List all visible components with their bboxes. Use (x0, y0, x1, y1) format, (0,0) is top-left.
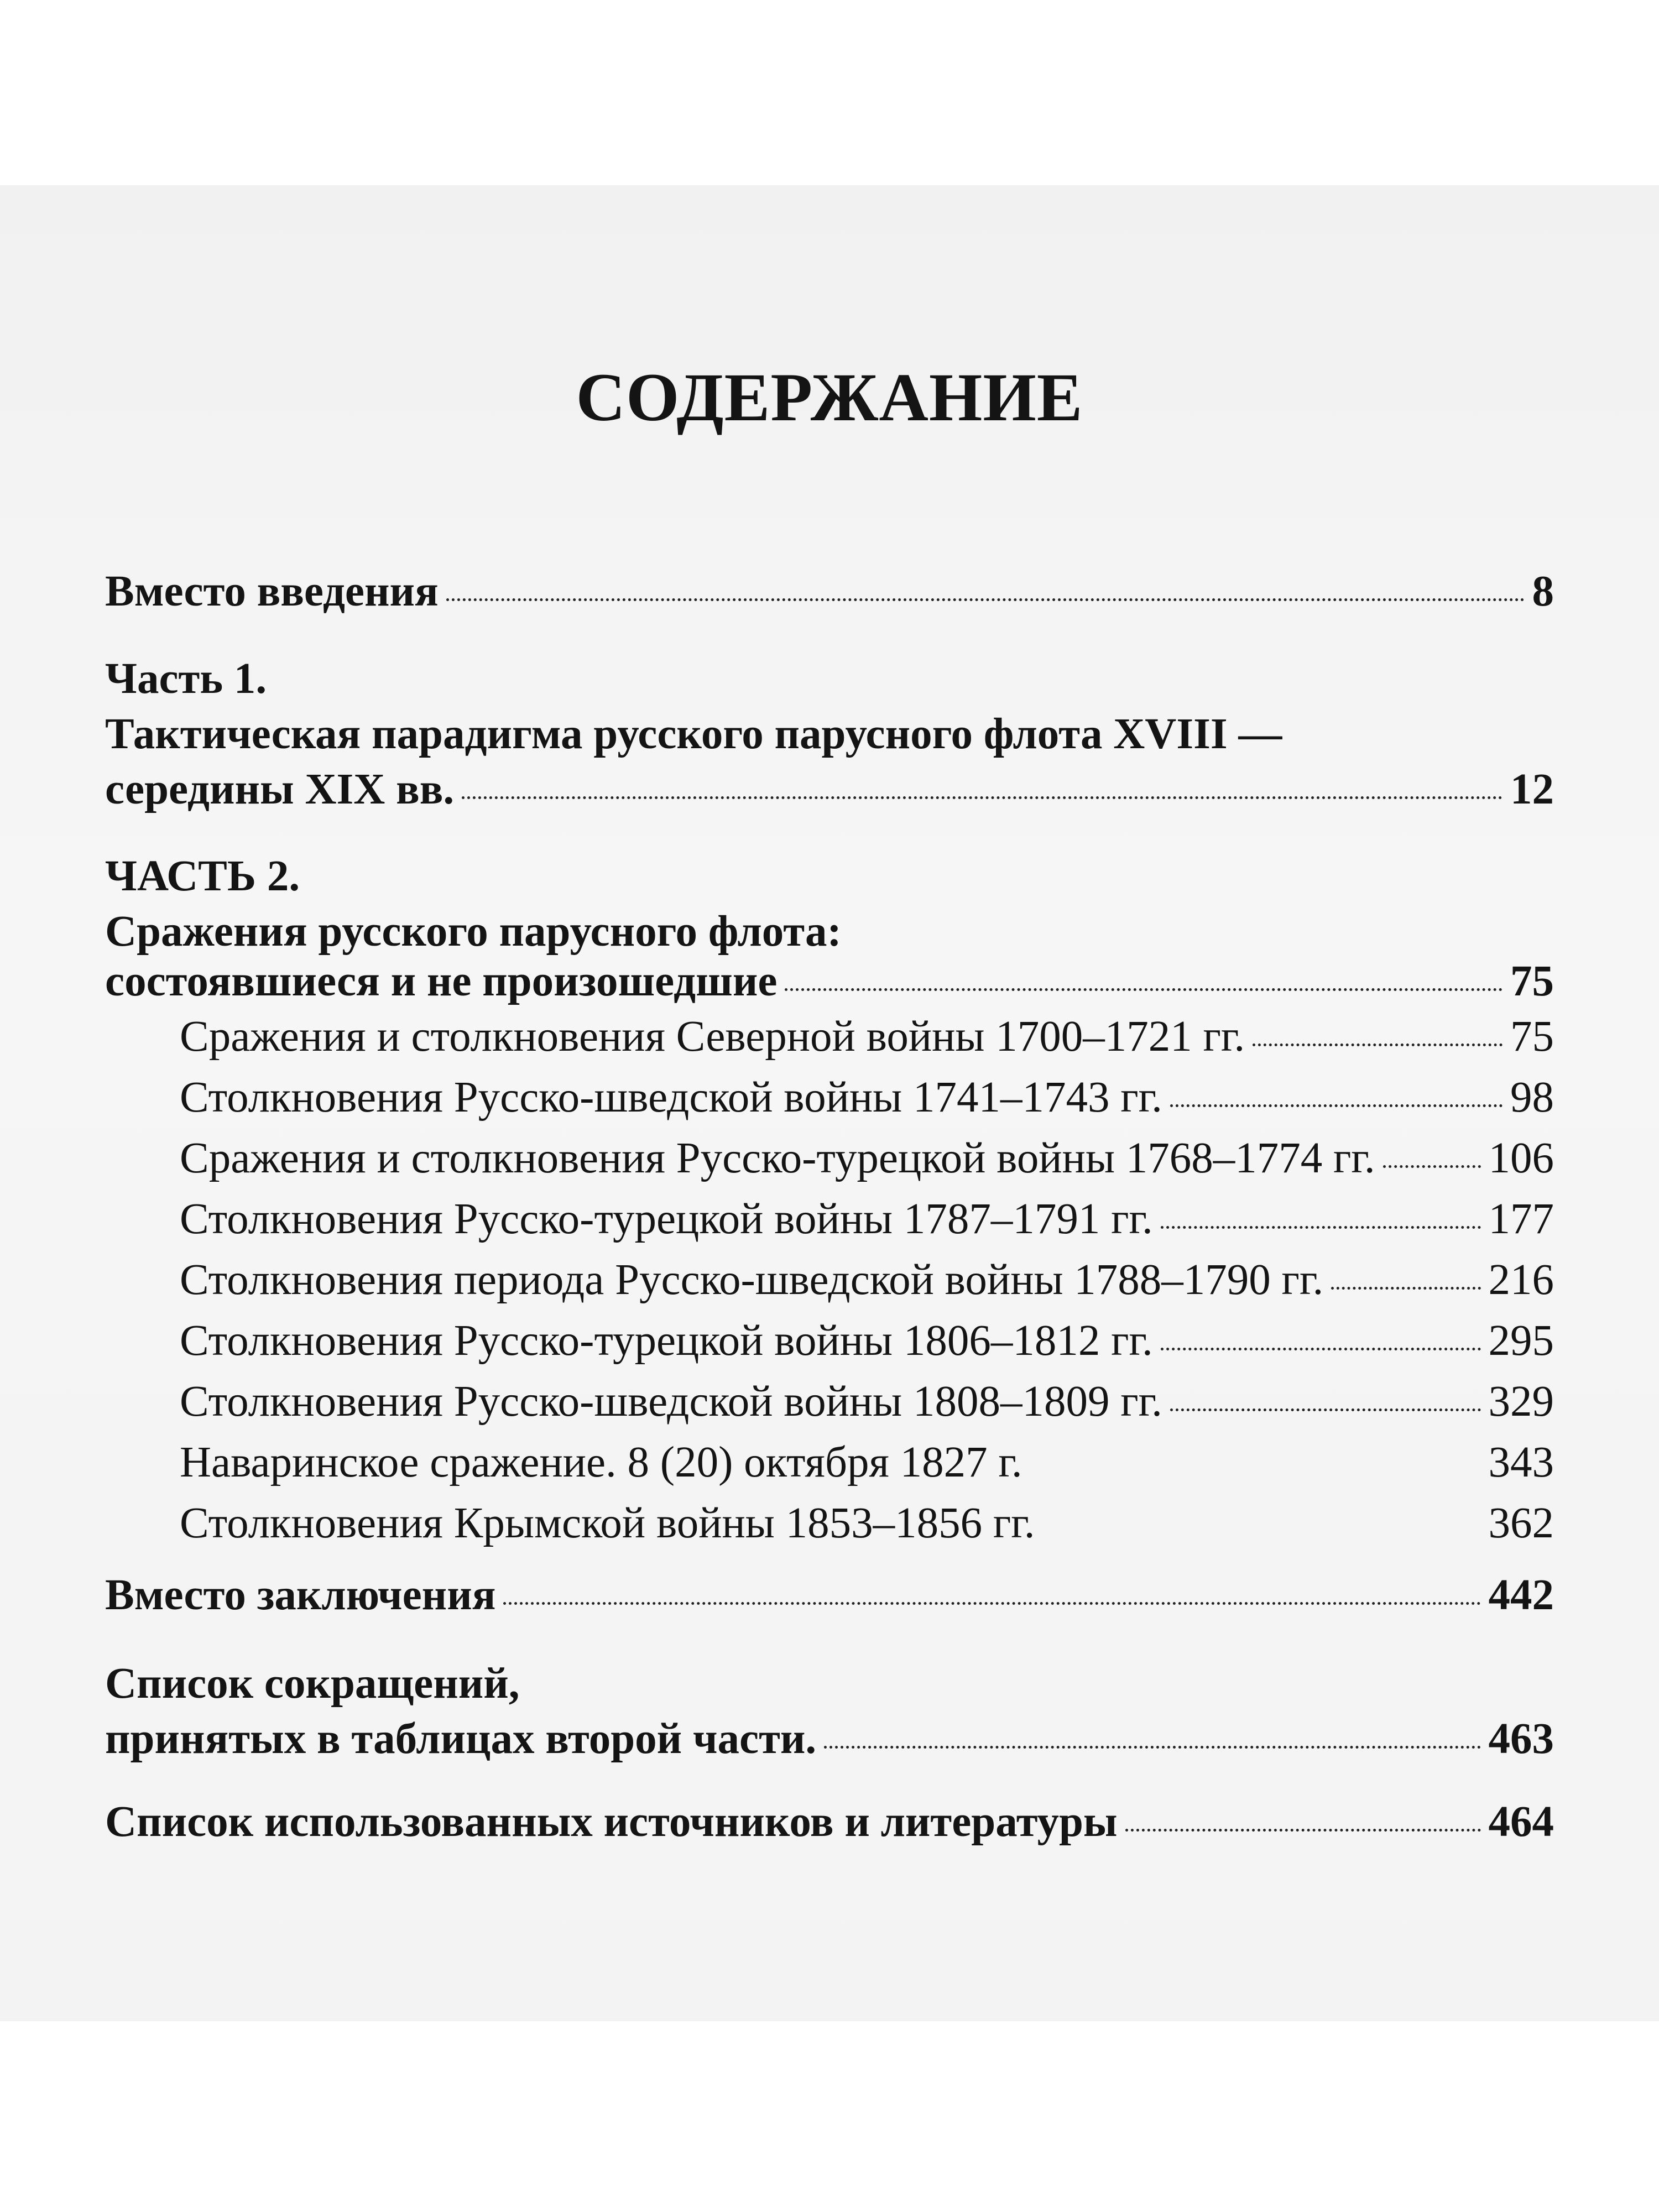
toc-entry-label: середины XIX вв. (105, 765, 455, 813)
toc-page-number: 75 (1510, 1013, 1554, 1061)
toc-page-number: 75 (1510, 957, 1554, 1005)
toc-page-number: 98 (1510, 1073, 1554, 1121)
toc-subentry[interactable] (180, 1009, 1554, 1065)
toc-part-heading: Часть 1. (105, 655, 267, 703)
toc-entry-label: Сражения и столкновения Русско-турецкой войны 1768–1774 гг. (180, 1134, 1375, 1182)
toc-entry-label: Столкновения периода Русско-шведской войны 1788–1790 гг. (180, 1256, 1324, 1304)
dot-leader (1125, 1829, 1481, 1832)
toc-subentry[interactable] (180, 1496, 1554, 1551)
toc-page-number: 343 (1488, 1438, 1554, 1486)
dot-leader (1170, 1408, 1481, 1411)
toc-entry-label: Сражения и столкновения Северной войны 1700–1721 гг. (180, 1013, 1245, 1061)
toc-subentry[interactable] (180, 1192, 1554, 1247)
toc-entry-label: Столкновения Русско-шведской войны 1808–1809 гг. (180, 1378, 1162, 1426)
toc-entry-label: Вместо заключения (105, 1571, 496, 1619)
toc-entry-label: Вместо введения (105, 567, 439, 615)
toc-page-number: 216 (1488, 1256, 1554, 1304)
dot-leader (462, 796, 1503, 799)
dot-leader (1161, 1348, 1481, 1350)
dot-leader (1170, 1104, 1503, 1107)
toc-page-number: 463 (1488, 1715, 1554, 1763)
toc-page-number: 464 (1488, 1798, 1554, 1846)
toc-entry-label: Столкновения Крымской войны 1853–1856 гг. (180, 1499, 1035, 1547)
toc-entry-conclusion[interactable] (105, 1568, 1554, 1623)
toc-part-title-line: Тактическая парадигма русского парусного флота XVIII — (105, 710, 1282, 758)
toc-abbreviations-line: Список сокращений, (105, 1660, 520, 1708)
dot-leader (785, 988, 1503, 991)
toc-entry-part2[interactable] (105, 954, 1554, 1009)
toc-subentry[interactable] (180, 1313, 1554, 1369)
toc-entry-label: Наваринское сражение. 8 (20) октября 1827 г. (180, 1438, 1022, 1486)
dot-leader (446, 598, 1525, 601)
toc-entry-part1[interactable] (105, 762, 1554, 817)
toc-entry-bibliography[interactable] (105, 1794, 1554, 1850)
toc-page-number: 177 (1488, 1195, 1554, 1243)
dot-leader (1331, 1287, 1480, 1290)
toc-part-title-line: Сражения русского парусного флота: (105, 907, 842, 956)
dot-leader (1383, 1165, 1481, 1168)
toc-part-heading: ЧАСТЬ 2. (105, 852, 300, 900)
toc-entry-label: Список использованных источников и литературы (105, 1798, 1118, 1846)
dot-leader (1253, 1044, 1503, 1046)
toc-page-number: 12 (1510, 765, 1554, 813)
toc-page-number: 295 (1488, 1317, 1554, 1365)
toc-subentry[interactable] (180, 1131, 1554, 1186)
dot-leader (824, 1746, 1480, 1749)
toc-entry-introduction[interactable] (105, 564, 1554, 619)
toc-entry-label: принятых в таблицах второй части. (105, 1715, 817, 1763)
toc-page-number: 442 (1488, 1571, 1554, 1619)
toc-entry-label: состоявшиеся и не произошедшие (105, 957, 778, 1005)
toc-entry-abbreviations[interactable] (105, 1712, 1554, 1767)
toc-subentry[interactable] (180, 1374, 1554, 1430)
toc-entry-label: Столкновения Русско-турецкой войны 1787–1791 гг. (180, 1195, 1153, 1243)
toc-page-number: 329 (1488, 1378, 1554, 1426)
dot-leader (503, 1602, 1480, 1605)
dot-leader (1161, 1226, 1481, 1229)
toc-page-number: 362 (1488, 1499, 1554, 1547)
toc-subentry[interactable] (180, 1070, 1554, 1125)
toc-page-number: 8 (1532, 567, 1554, 615)
toc-entry-label: Столкновения Русско-шведской войны 1741–1743 гг. (180, 1073, 1162, 1121)
toc-subentry[interactable] (180, 1435, 1554, 1490)
toc-entry-label: Столкновения Русско-турецкой войны 1806–1812 гг. (180, 1317, 1153, 1365)
toc-subentry[interactable] (180, 1253, 1554, 1308)
page-title: СОДЕРЖАНИЕ (576, 359, 1083, 436)
toc-page-number: 106 (1488, 1134, 1554, 1182)
